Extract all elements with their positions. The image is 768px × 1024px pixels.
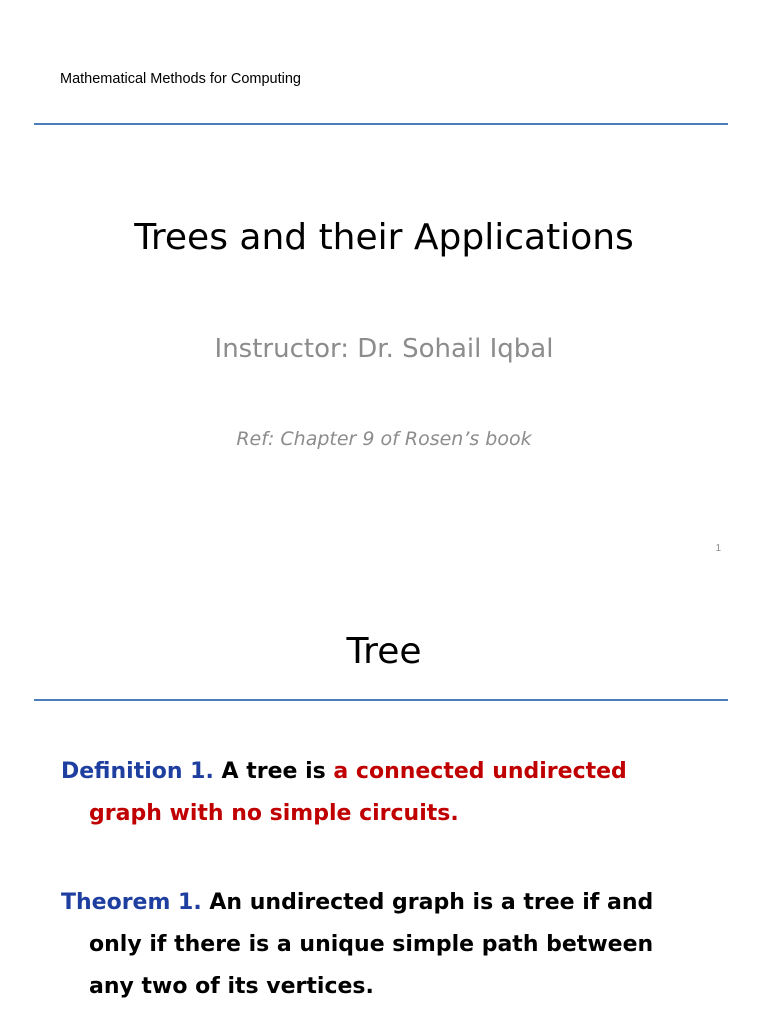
reference-note: Ref: Chapter 9 of Rosen’s book <box>236 428 532 450</box>
slide-title: Trees and their Applications <box>134 217 634 258</box>
theorem-line-3: any two of its vertices. <box>89 974 374 999</box>
definition-line-2: graph with no simple circuits. <box>89 801 459 826</box>
theorem-block <box>61 882 701 1008</box>
definition-highlight: a connected undirected <box>333 759 627 784</box>
slide-title: Tree <box>346 631 422 672</box>
theorem-line-1 <box>61 882 701 924</box>
definition-lead: A tree is <box>221 759 326 784</box>
header-divider <box>34 123 728 125</box>
theorem-line-2: only if there is a unique simple path between <box>89 932 654 957</box>
instructor-subtitle: Instructor: Dr. Sohail Iqbal <box>214 334 554 364</box>
definition-block <box>61 751 701 835</box>
title-divider <box>34 699 728 701</box>
definition-line-1 <box>61 751 701 793</box>
definition-label: Definition 1. <box>61 759 214 784</box>
page-number: 1 <box>715 543 721 554</box>
theorem-text: An undirected graph is a tree if and <box>209 890 654 915</box>
course-header: Mathematical Methods for Computing <box>60 71 301 87</box>
theorem-label: Theorem 1. <box>61 890 202 915</box>
slide-2 <box>0 576 768 1024</box>
